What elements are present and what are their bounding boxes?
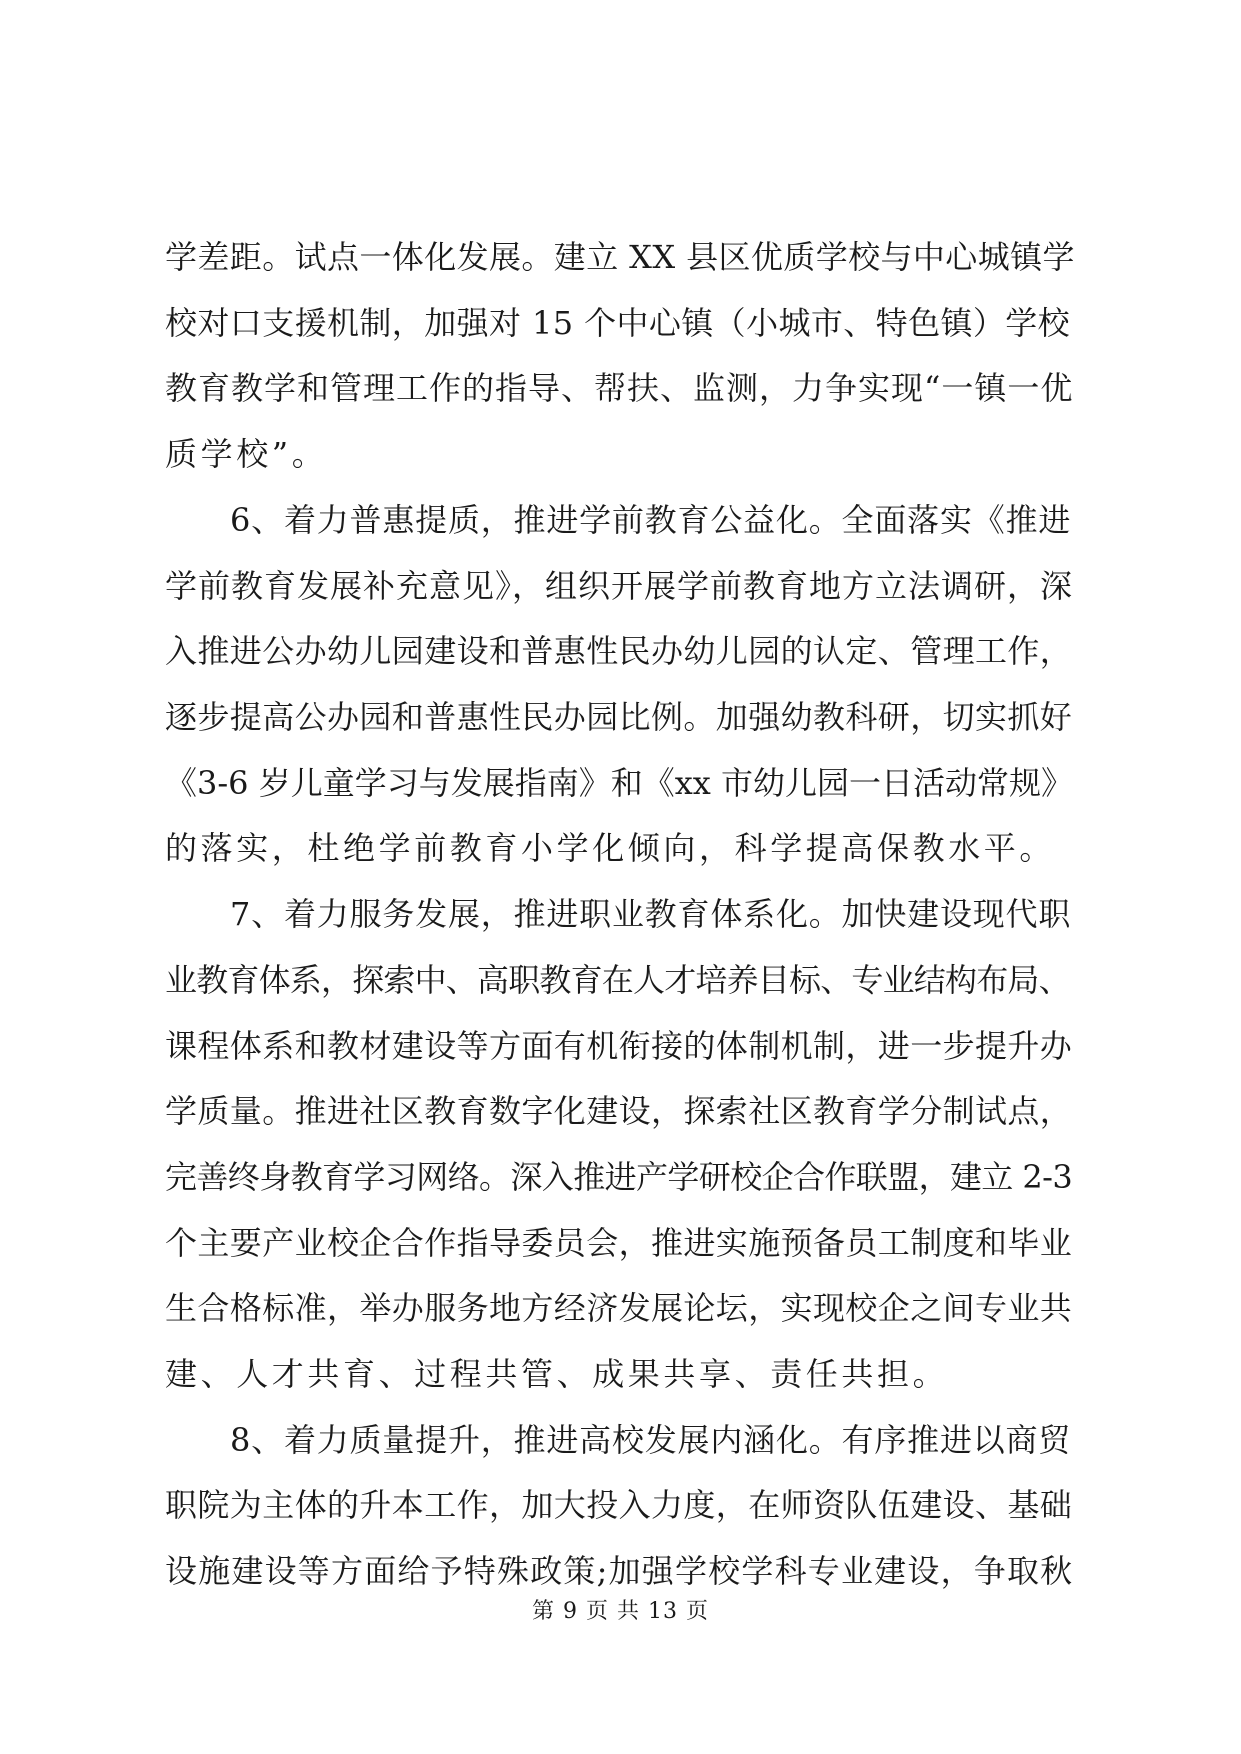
text-line: 课程体系和教材建设等方面有机衔接的体制机制，进一步提升办 <box>165 1027 1073 1065</box>
paragraph-first-line: 8、着力质量提升，推进高校发展内涵化。有序推进以商贸 <box>230 1421 1072 1459</box>
text-line: 《3-6 岁儿童学习与发展指南》和《xx 市幼儿园一日活动常规》 <box>165 764 1073 802</box>
text-line: 个主要产业校企合作指导委员会，推进实施预备员工制度和毕业 <box>165 1224 1073 1262</box>
text-line: 学前教育发展补充意见》，组织开展学前教育地方立法调研，深 <box>165 567 1074 605</box>
text-line: 教育教学和管理工作的指导、帮扶、监测，力争实现“一镇一优 <box>165 369 1074 407</box>
text-line: 完善终身教育学习网络。深入推进产学研校企合作联盟，建立 2-3 <box>165 1158 1073 1196</box>
text-line: 的落实，杜绝学前教育小学化倾向，科学提高保教水平。 <box>165 829 1056 867</box>
text-line: 入推进公办幼儿园建设和普惠性民办幼儿园的认定、管理工作， <box>165 632 1073 670</box>
text-line: 质学校”。 <box>165 435 328 473</box>
text-line: 学质量。推进社区教育数字化建设，探索社区教育学分制试点， <box>165 1092 1073 1130</box>
text-line: 建、人才共育、过程共管、成果共享、责任共担。 <box>165 1355 949 1393</box>
text-line: 校对口支援机制，加强对 15 个中心镇（小城市、特色镇）学校 <box>165 304 1071 342</box>
paragraph-first-line: 6、着力普惠提质，推进学前教育公益化。全面落实《推进 <box>230 501 1072 539</box>
text-line: 设施建设等方面给予特殊政策;加强学校学科专业建设，争取秋 <box>165 1552 1074 1590</box>
text-line: 职院为主体的升本工作，加大投入力度，在师资队伍建设、基础 <box>165 1486 1073 1524</box>
text-line: 逐步提高公办园和普惠性民办园比例。加强幼教科研，切实抓好 <box>165 698 1073 736</box>
text-line: 业教育体系，探索中、高职教育在人才培养目标、专业结构布局、 <box>165 961 1070 999</box>
paragraph-first-line: 7、着力服务发展，推进职业教育体系化。加快建设现代职 <box>230 895 1072 933</box>
page-number-footer: 第 9 页 共 13 页 <box>532 1599 709 1624</box>
text-line: 生合格标准，举办服务地方经济发展论坛，实现校企之间专业共 <box>165 1289 1073 1327</box>
text-line: 学差距。试点一体化发展。建立 XX 县区优质学校与中心城镇学 <box>165 238 1075 276</box>
